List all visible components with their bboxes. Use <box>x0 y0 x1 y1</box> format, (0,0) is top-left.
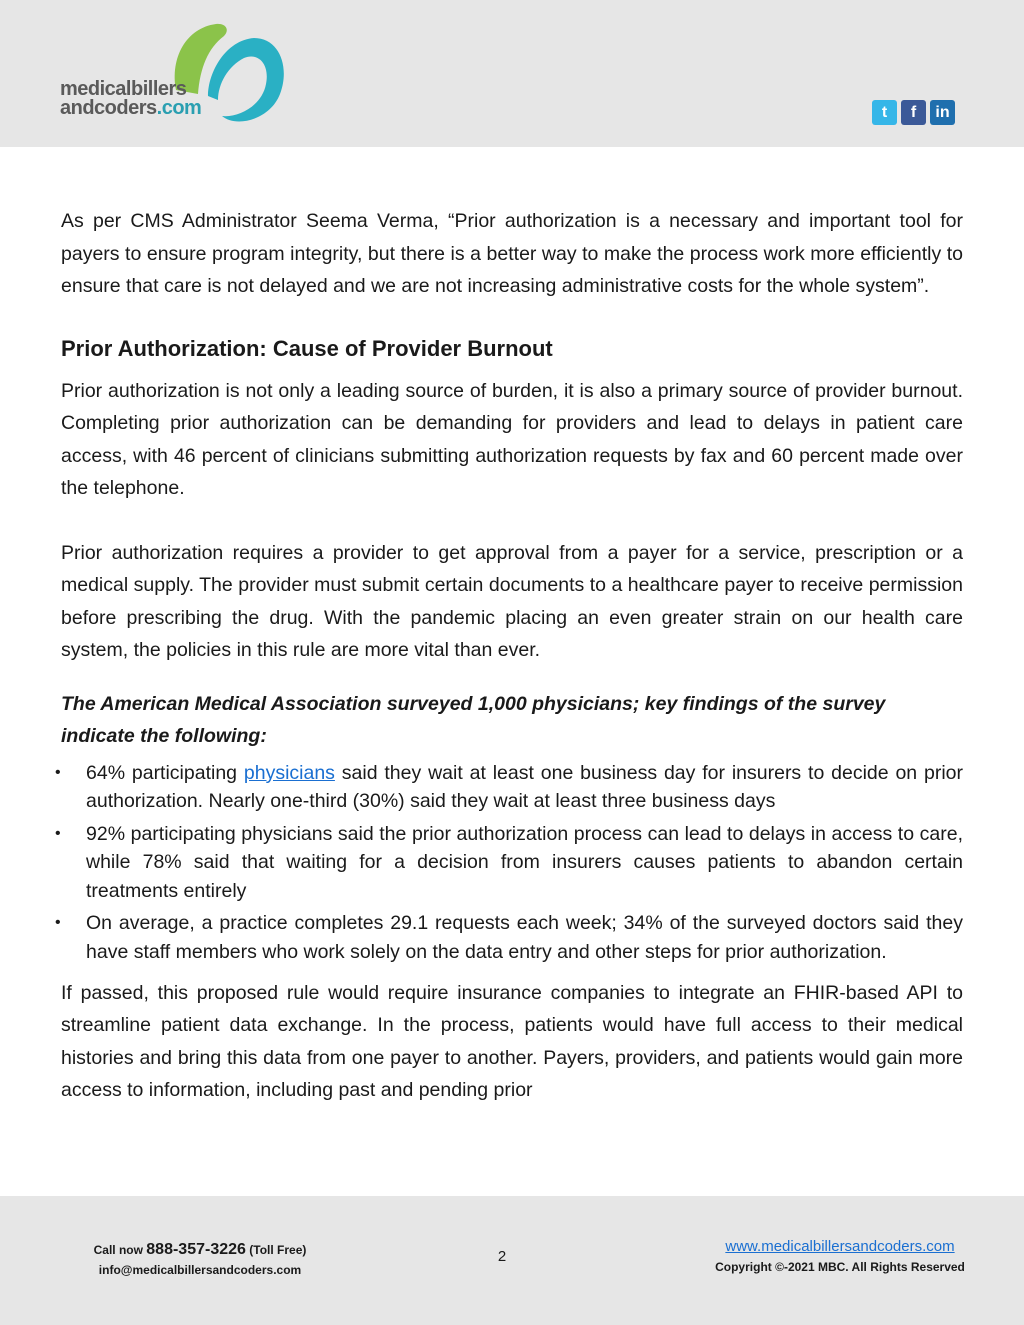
survey-findings-list <box>61 759 963 967</box>
twitter-icon[interactable]: t <box>872 100 897 125</box>
page-number: 2 <box>497 1248 507 1265</box>
logo-line-2 <box>60 99 201 118</box>
call-prefix: Call now <box>93 1243 147 1257</box>
bullet-1-after: said they wait at least one business day for insurers to decide on prior authorization. Nearly one-third (30%) said they wait at least three business days <box>86 761 963 813</box>
physicians-link[interactable]: physicians <box>243 761 335 784</box>
logo-line-1: medicalbillers <box>60 78 187 100</box>
section-heading: Prior Authorization: Cause of Provider Burnout <box>61 335 553 361</box>
list-item: • On average, a practice completes 29.1 requests each week; 34% of the surveyed doctors said they have staff members who work solely on the data entry and other steps for prior authorization. <box>61 909 963 966</box>
survey-heading: The American Medical Association surveyed 1,000 physicians; key findings of the survey indicate the following: <box>61 692 886 747</box>
copyright-text: Copyright ©-2021 MBC. All Rights Reserved <box>715 1260 965 1274</box>
linkedin-icon[interactable]: in <box>930 100 955 125</box>
intro-quote-paragraph: As per CMS Administrator Seema Verma, “Prior authorization is a necessary and important tool for payers to ensure program integrity, but there is a better way to make the process work more efficiently to ensure that care is not delayed and we are not increasing administrative costs for the whole system”. <box>61 210 963 297</box>
facebook-icon[interactable]: f <box>901 100 926 125</box>
page-header <box>0 0 1024 147</box>
definition-paragraph: Prior authorization requires a provider to get approval from a payer for a service, prescription or a medical supply. The provider must submit certain documents to a healthcare payer to receive permission before prescribing the drug. With the pandemic placing an even greater strain on our health care system, the policies in this rule are more vital than ever. <box>61 541 963 661</box>
social-links <box>872 100 955 125</box>
logo-wordmark <box>60 80 201 118</box>
toll-free-label: (Toll Free) <box>245 1243 307 1257</box>
logo-line-2-suffix: .com <box>156 97 202 119</box>
page-footer <box>0 1196 1024 1325</box>
list-item <box>61 759 963 816</box>
footer-right <box>690 1237 990 1277</box>
burnout-paragraph: Prior authorization is not only a leading source of burden, it is also a primary source of provider burnout. Completing prior authorization can be demanding for providers and lead to delays in patient care access, with 46 percent of clinicians submitting authorization requests by fax and 60 percent made over the telephone. <box>61 379 963 499</box>
list-item: • 92% participating physicians said the prior authorization process can lead to delays in access to care, while 78% said that waiting for a decision from insurers causes patients to abandon certain treatments entirely <box>61 820 963 906</box>
contact-info <box>40 1240 360 1280</box>
logo-line-2-main: andcoders <box>60 97 157 119</box>
phone-line <box>40 1240 360 1260</box>
bullet-1-before: 64% participating <box>86 761 244 784</box>
website-link[interactable]: www.medicalbillersandcoders.com <box>725 1238 955 1255</box>
article-body <box>61 205 963 1107</box>
email-address[interactable]: info@medicalbillersandcoders.com <box>98 1263 302 1277</box>
proposed-rule-paragraph: If passed, this proposed rule would require insurance companies to integrate an FHIR-based API to streamline patient data exchange. In the process, patients would have full access to their medical histories and bring this data from one payer to another. Payers, providers, and patients would gain more access to information, including past and pending prior <box>61 981 963 1102</box>
phone-number[interactable]: 888-357-3226 <box>146 1241 246 1258</box>
